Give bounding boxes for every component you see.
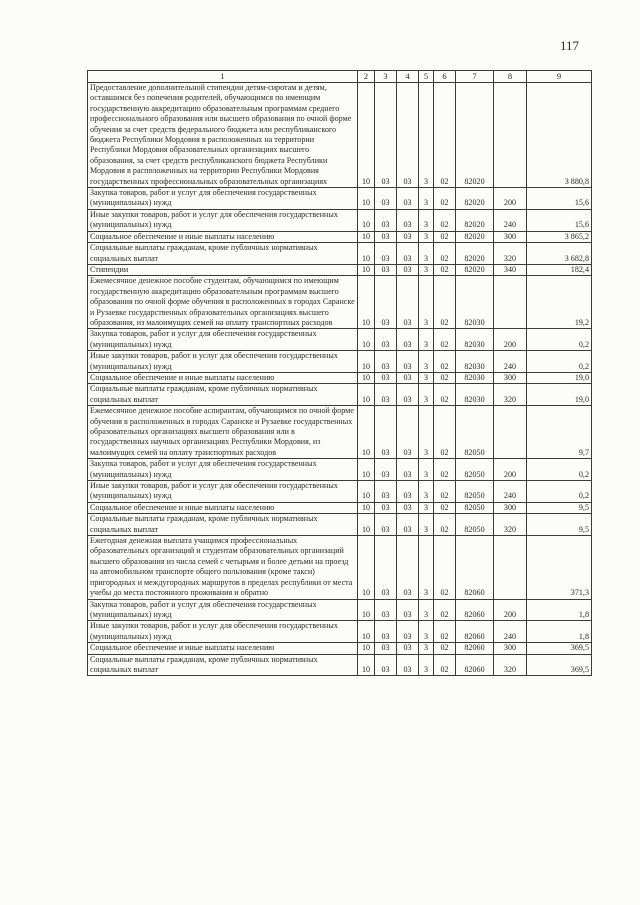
amount-cell: 0,2 (527, 481, 592, 503)
code-cell: 200 (494, 188, 527, 210)
code-cell: 02 (434, 536, 456, 599)
code-cell: 02 (434, 621, 456, 643)
code-cell: 3 (419, 351, 434, 373)
code-cell: 10 (358, 654, 375, 676)
code-cell: 82020 (456, 243, 494, 265)
table-body (88, 83, 592, 676)
expense-name-cell: Социальное обеспечение и иные выплаты населению (88, 372, 358, 383)
code-cell: 02 (434, 372, 456, 383)
code-cell: 82050 (456, 502, 494, 513)
code-cell: 03 (397, 621, 419, 643)
amount-cell: 1,8 (527, 621, 592, 643)
code-cell: 03 (397, 459, 419, 481)
expense-name-cell: Закупка товаров, работ и услуг для обеспечения государственных (муниципальных) нужд (88, 459, 358, 481)
code-cell: 3 (419, 481, 434, 503)
table-row (88, 481, 592, 503)
code-cell: 3 (419, 514, 434, 536)
code-cell: 10 (358, 459, 375, 481)
code-cell: 3 (419, 406, 434, 459)
code-cell: 10 (358, 514, 375, 536)
code-cell: 3 (419, 83, 434, 188)
table-row (88, 209, 592, 231)
amount-cell: 0,2 (527, 351, 592, 373)
code-cell: 10 (358, 209, 375, 231)
code-cell: 02 (434, 599, 456, 621)
code-cell: 82020 (456, 264, 494, 275)
code-cell: 3 (419, 621, 434, 643)
code-cell: 82060 (456, 536, 494, 599)
code-cell: 3 (419, 536, 434, 599)
code-cell: 3 (419, 188, 434, 210)
code-cell: 02 (434, 276, 456, 329)
column-header: 2 (358, 71, 375, 83)
code-cell: 03 (397, 243, 419, 265)
table-row (88, 276, 592, 329)
table-row (88, 514, 592, 536)
code-cell: 10 (358, 536, 375, 599)
expense-name-cell: Иные закупки товаров, работ и услуг для обеспечения государственных (муниципальных) нужд (88, 621, 358, 643)
code-cell: 03 (397, 264, 419, 275)
code-cell: 03 (375, 481, 397, 503)
table-row (88, 384, 592, 406)
amount-cell: 1,8 (527, 599, 592, 621)
code-cell: 3 (419, 654, 434, 676)
code-cell: 3 (419, 209, 434, 231)
table-header-row (88, 71, 592, 83)
column-header: 9 (527, 71, 592, 83)
table-row (88, 231, 592, 242)
code-cell: 02 (434, 384, 456, 406)
code-cell: 03 (375, 459, 397, 481)
table-row (88, 372, 592, 383)
code-cell: 03 (375, 406, 397, 459)
code-cell: 10 (358, 599, 375, 621)
amount-cell: 3 682,8 (527, 243, 592, 265)
code-cell: 82030 (456, 351, 494, 373)
code-cell: 02 (434, 243, 456, 265)
code-cell: 03 (375, 83, 397, 188)
code-cell: 03 (397, 188, 419, 210)
code-cell: 10 (358, 372, 375, 383)
code-cell (494, 276, 527, 329)
code-cell: 02 (434, 188, 456, 210)
expense-name-cell: Социальные выплаты гражданам, кроме публичных нормативных социальных выплат (88, 654, 358, 676)
code-cell: 240 (494, 621, 527, 643)
code-cell: 300 (494, 502, 527, 513)
expense-name-cell: Социальные выплаты гражданам, кроме публичных нормативных социальных выплат (88, 243, 358, 265)
amount-cell: 369,5 (527, 643, 592, 654)
column-header: 4 (397, 71, 419, 83)
amount-cell: 0,2 (527, 329, 592, 351)
code-cell: 3 (419, 276, 434, 329)
amount-cell: 3 880,8 (527, 83, 592, 188)
code-cell: 02 (434, 231, 456, 242)
table-row (88, 599, 592, 621)
code-cell: 340 (494, 264, 527, 275)
code-cell: 03 (397, 209, 419, 231)
code-cell: 3 (419, 372, 434, 383)
amount-cell: 9,7 (527, 406, 592, 459)
code-cell: 03 (375, 654, 397, 676)
code-cell: 03 (397, 502, 419, 513)
code-cell: 3 (419, 329, 434, 351)
amount-cell: 182,4 (527, 264, 592, 275)
code-cell: 10 (358, 643, 375, 654)
expense-name-cell: Ежемесячное денежное пособие аспирантам, обучающимся по очной форме обучения в расположенных в городах Саранске и Рузаевке государственных образовательных организациях высшего образования или в государственных научных организациях Республики Мордовия, из малоимущих семей на оплату транспортных расходов (88, 406, 358, 459)
code-cell: 240 (494, 351, 527, 373)
table-row (88, 621, 592, 643)
amount-cell: 0,2 (527, 459, 592, 481)
code-cell: 82030 (456, 329, 494, 351)
code-cell: 10 (358, 502, 375, 513)
code-cell: 3 (419, 502, 434, 513)
code-cell: 03 (397, 599, 419, 621)
amount-cell: 9,5 (527, 502, 592, 513)
code-cell: 82030 (456, 384, 494, 406)
amount-cell: 369,5 (527, 654, 592, 676)
code-cell: 3 (419, 643, 434, 654)
code-cell: 82060 (456, 599, 494, 621)
code-cell: 03 (397, 643, 419, 654)
expense-name-cell: Социальное обеспечение и иные выплаты населению (88, 231, 358, 242)
expense-name-cell: Закупка товаров, работ и услуг для обеспечения государственных (муниципальных) нужд (88, 188, 358, 210)
code-cell: 03 (375, 188, 397, 210)
amount-cell: 371,3 (527, 536, 592, 599)
expense-name-cell: Закупка товаров, работ и услуг для обеспечения государственных (муниципальных) нужд (88, 599, 358, 621)
code-cell: 3 (419, 384, 434, 406)
table-row (88, 459, 592, 481)
table-row (88, 502, 592, 513)
code-cell: 03 (375, 329, 397, 351)
table-row (88, 243, 592, 265)
code-cell: 02 (434, 459, 456, 481)
table-row (88, 83, 592, 188)
code-cell: 03 (375, 502, 397, 513)
code-cell: 10 (358, 406, 375, 459)
code-cell: 320 (494, 654, 527, 676)
amount-cell: 19,0 (527, 372, 592, 383)
expense-name-cell: Социальное обеспечение и иные выплаты населению (88, 643, 358, 654)
code-cell: 03 (397, 384, 419, 406)
code-cell: 02 (434, 264, 456, 275)
column-header: 8 (494, 71, 527, 83)
code-cell: 02 (434, 481, 456, 503)
code-cell: 03 (375, 514, 397, 536)
table-row (88, 654, 592, 676)
code-cell: 82030 (456, 372, 494, 383)
expense-name-cell: Ежемесячное денежное пособие студентам, обучающимся по имеющим государственную аккредитацию образовательным программам высшего образования по очной форме обучения в расположенных в городах Саранске и Рузаевке государственных образовательных организациях высшего образования, из малоимущих семей на оплату транспортных расходов (88, 276, 358, 329)
code-cell: 10 (358, 351, 375, 373)
code-cell: 03 (397, 514, 419, 536)
code-cell: 03 (397, 83, 419, 188)
code-cell: 03 (375, 384, 397, 406)
amount-cell: 15,6 (527, 209, 592, 231)
expense-name-cell: Стипендии (88, 264, 358, 275)
code-cell: 03 (397, 406, 419, 459)
column-header: 5 (419, 71, 434, 83)
code-cell: 03 (397, 536, 419, 599)
code-cell: 03 (375, 276, 397, 329)
code-cell: 300 (494, 372, 527, 383)
amount-cell: 3 865,2 (527, 231, 592, 242)
expense-name-cell: Иные закупки товаров, работ и услуг для обеспечения государственных (муниципальных) нужд (88, 209, 358, 231)
expense-name-cell: Иные закупки товаров, работ и услуг для обеспечения государственных (муниципальных) нужд (88, 351, 358, 373)
code-cell: 300 (494, 231, 527, 242)
code-cell: 10 (358, 481, 375, 503)
code-cell: 03 (375, 621, 397, 643)
expense-name-cell: Социальное обеспечение и иные выплаты населению (88, 502, 358, 513)
code-cell: 10 (358, 231, 375, 242)
code-cell: 240 (494, 209, 527, 231)
code-cell: 10 (358, 621, 375, 643)
column-header: 7 (456, 71, 494, 83)
table-row (88, 264, 592, 275)
code-cell: 3 (419, 243, 434, 265)
expense-name-cell: Иные закупки товаров, работ и услуг для обеспечения государственных (муниципальных) нужд (88, 481, 358, 503)
code-cell: 03 (375, 372, 397, 383)
code-cell: 03 (397, 276, 419, 329)
code-cell: 82060 (456, 621, 494, 643)
code-cell: 82050 (456, 481, 494, 503)
code-cell: 10 (358, 276, 375, 329)
code-cell: 03 (375, 231, 397, 242)
code-cell: 03 (375, 351, 397, 373)
code-cell: 82050 (456, 406, 494, 459)
code-cell: 82020 (456, 231, 494, 242)
code-cell: 02 (434, 643, 456, 654)
code-cell (494, 406, 527, 459)
code-cell: 10 (358, 188, 375, 210)
amount-cell: 9,5 (527, 514, 592, 536)
table-row (88, 643, 592, 654)
code-cell: 03 (397, 351, 419, 373)
code-cell: 3 (419, 459, 434, 481)
code-cell: 10 (358, 329, 375, 351)
code-cell: 03 (375, 243, 397, 265)
code-cell: 03 (375, 599, 397, 621)
code-cell: 82060 (456, 643, 494, 654)
page-number: 117 (560, 38, 580, 53)
code-cell: 10 (358, 243, 375, 265)
code-cell: 02 (434, 351, 456, 373)
code-cell: 03 (397, 481, 419, 503)
column-header: 1 (88, 71, 358, 83)
code-cell: 3 (419, 231, 434, 242)
amount-cell: 19,2 (527, 276, 592, 329)
code-cell: 82030 (456, 276, 494, 329)
code-cell: 320 (494, 514, 527, 536)
code-cell: 02 (434, 83, 456, 188)
expense-name-cell: Ежегодная денежная выплата учащимся профессиональных образовательных организаций и студентам образовательных организаций высшего образования из числа семей с четырьмя и более детьми на проезд на автомобильном транспорте общего пользования (кроме такси) пригородных и междугородных маршрутов в пределах республики от места учебы до места постоянного проживания и обратно (88, 536, 358, 599)
budget-table (87, 70, 592, 676)
code-cell: 03 (375, 643, 397, 654)
code-cell: 10 (358, 83, 375, 188)
code-cell: 03 (397, 231, 419, 242)
code-cell: 02 (434, 654, 456, 676)
code-cell: 03 (397, 372, 419, 383)
code-cell: 200 (494, 329, 527, 351)
code-cell: 02 (434, 209, 456, 231)
code-cell: 82060 (456, 654, 494, 676)
code-cell: 200 (494, 459, 527, 481)
code-cell: 82020 (456, 83, 494, 188)
code-cell: 82050 (456, 459, 494, 481)
code-cell: 82020 (456, 188, 494, 210)
code-cell: 10 (358, 264, 375, 275)
code-cell: 3 (419, 264, 434, 275)
code-cell: 82050 (456, 514, 494, 536)
code-cell: 02 (434, 502, 456, 513)
code-cell: 3 (419, 599, 434, 621)
table-row (88, 188, 592, 210)
code-cell: 320 (494, 243, 527, 265)
code-cell: 02 (434, 406, 456, 459)
expense-name-cell: Закупка товаров, работ и услуг для обеспечения государственных (муниципальных) нужд (88, 329, 358, 351)
code-cell: 200 (494, 599, 527, 621)
column-header: 6 (434, 71, 456, 83)
expense-name-cell: Социальные выплаты гражданам, кроме публичных нормативных социальных выплат (88, 514, 358, 536)
amount-cell: 15,6 (527, 188, 592, 210)
code-cell: 10 (358, 384, 375, 406)
code-cell: 02 (434, 514, 456, 536)
code-cell: 300 (494, 643, 527, 654)
code-cell (494, 83, 527, 188)
code-cell: 320 (494, 384, 527, 406)
amount-cell: 19,0 (527, 384, 592, 406)
table-row (88, 406, 592, 459)
table-row (88, 536, 592, 599)
code-cell: 03 (375, 536, 397, 599)
expense-name-cell: Предоставление дополнительной стипендии детям-сиротам и детям, оставшимся без попечения родителей, обучающимся по имеющим государственную аккредитацию образовательным программам среднего профессионального образования или высшего образования по очной форме обучения за счет средств федерального бюджета или республиканского бюджета Республики Мордовия в расположенных на территории Республики Мордовия образовательных организациях высшего образования, за счет средств республиканского бюджета Республики Мордовия в расположенных на территории Республики Мордовия государственных профессиональных образовательных организациях (88, 83, 358, 188)
table-row (88, 351, 592, 373)
code-cell: 02 (434, 329, 456, 351)
code-cell: 03 (397, 329, 419, 351)
code-cell: 03 (375, 209, 397, 231)
column-header: 3 (375, 71, 397, 83)
code-cell: 82020 (456, 209, 494, 231)
code-cell: 03 (375, 264, 397, 275)
code-cell: 240 (494, 481, 527, 503)
table-row (88, 329, 592, 351)
code-cell (494, 536, 527, 599)
expense-name-cell: Социальные выплаты гражданам, кроме публичных нормативных социальных выплат (88, 384, 358, 406)
code-cell: 03 (397, 654, 419, 676)
